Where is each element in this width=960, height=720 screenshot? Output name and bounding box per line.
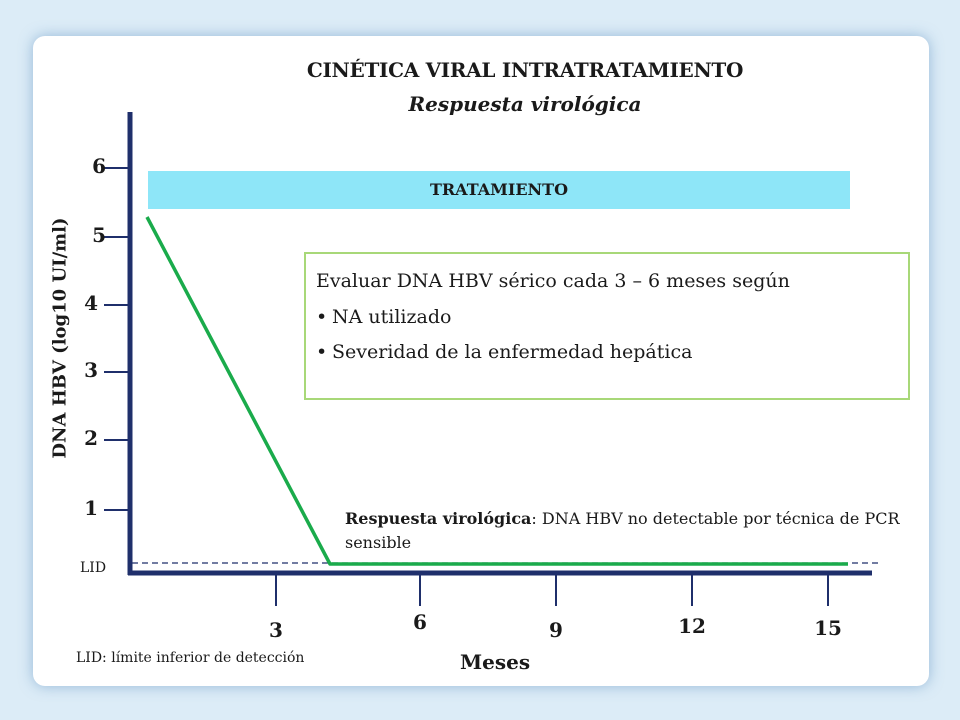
bullet-text: Severidad de la enfermedad hepática bbox=[332, 341, 693, 363]
y-tick-label-4: 4 bbox=[84, 291, 98, 315]
x-tick-label-12: 12 bbox=[678, 614, 706, 638]
x-tick-label-6: 6 bbox=[413, 610, 427, 634]
x-axis-label: Meses bbox=[460, 650, 531, 674]
info-box-bullet bbox=[316, 306, 898, 328]
info-box-heading: Evaluar DNA HBV sérico cada 3 – 6 meses según bbox=[316, 270, 790, 292]
treatment-bar: TRATAMIENTO bbox=[148, 171, 850, 209]
x-tick-label-9: 9 bbox=[549, 618, 563, 642]
y-axis-label: DNA HBV (log10 UI/ml) bbox=[49, 217, 71, 459]
x-tick-label-15: 15 bbox=[814, 616, 842, 640]
response-definition: : DNA HBV no detectable por técnica de PCR sensible bbox=[345, 509, 900, 552]
y-tick-label-5: 5 bbox=[92, 223, 106, 247]
chart-subtitle: Respuesta virológica bbox=[408, 92, 642, 116]
y-tick-label-1: 1 bbox=[84, 496, 98, 520]
lid-label: LID bbox=[80, 560, 107, 576]
bullet-icon: • bbox=[316, 306, 328, 328]
y-tick-label-3: 3 bbox=[84, 358, 98, 382]
y-tick-label-6: 6 bbox=[92, 154, 106, 178]
x-tick-label-3: 3 bbox=[269, 618, 283, 642]
bullet-text: NA utilizado bbox=[332, 306, 452, 328]
bullet-icon: • bbox=[316, 341, 328, 363]
monitoring-info-box bbox=[304, 252, 910, 400]
virologic-response-note bbox=[345, 507, 925, 555]
chart-title: CINÉTICA VIRAL INTRATRATAMIENTO bbox=[306, 58, 744, 82]
lid-footnote: LID: límite inferior de detección bbox=[76, 650, 305, 666]
response-term: Respuesta virológica bbox=[345, 509, 532, 528]
y-tick-label-2: 2 bbox=[84, 426, 98, 450]
info-box-bullet bbox=[316, 341, 898, 363]
